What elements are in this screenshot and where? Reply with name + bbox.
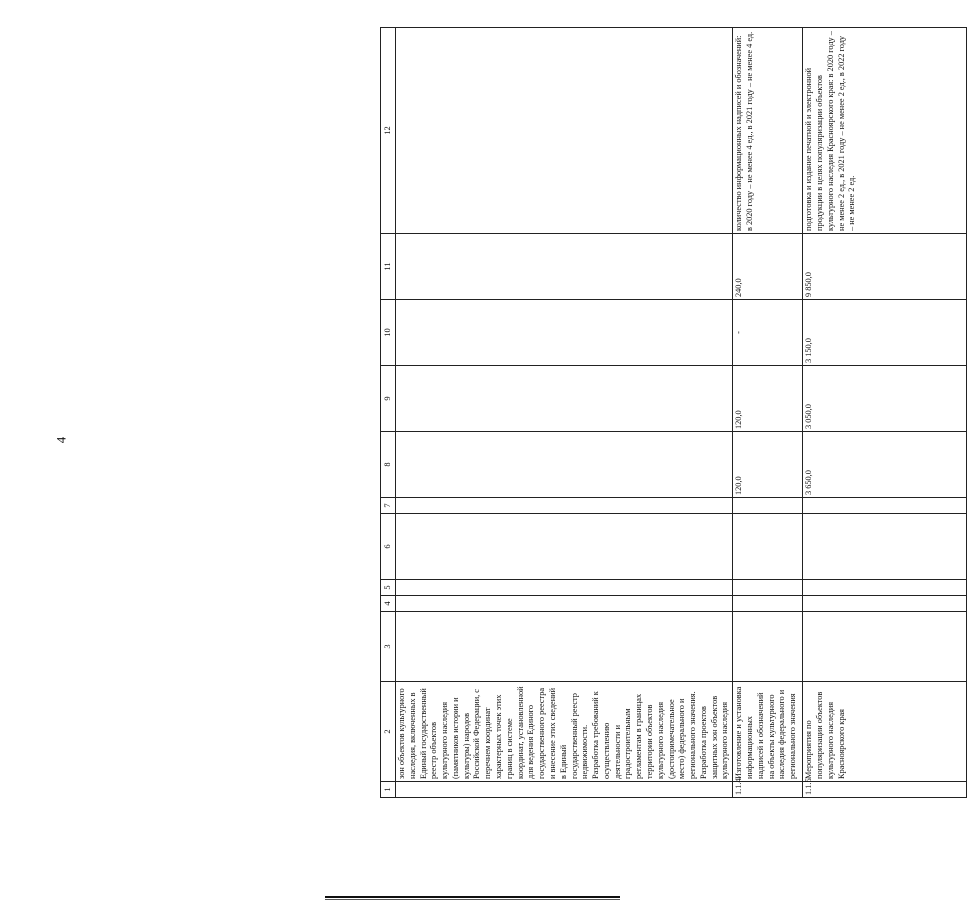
value-col-9: 3 050,0 [803,366,967,432]
header-row [381,28,396,798]
row-description: зон объектов культурного наследия, включенных в Единый государственный реестр объектов культурного наследия (памятников истории и культуры) народов Российской Федерации, с перечнем координат характерных точек этих границ в системе координат, установленной для ведения Единого государственного реестра и внесение этих сведений в Единый государственный реестр недвижимости. Разработка требований к осуществлению деятельности и градостроительным регламентам в границах территории объектов культурного наследия (достопримечательное место) федерального и регионального значения. Разработка проектов защитных зон объектов культурного наследия [396,682,733,782]
bottom-rule-shadow [325,899,620,900]
col-header-6: 6 [381,514,396,580]
program-table [380,27,967,798]
row-result: подготовка и издание печатной и электронной продукции в целях популяризации объектов культурного наследия Красноярского края: в 2020 году – не менее 2 ед., в 2021 году – не менее 2 ед., в 2022 году – не менее 2 ед. [803,28,967,234]
row-result [396,28,733,234]
rotated-table-container [380,28,920,798]
table-row [733,28,803,798]
col-header-12: 12 [381,28,396,234]
page-number: 4 [53,436,69,444]
bottom-rule [325,896,620,898]
row-description: Изготовление и установка информационных надписей и обозначений на объекты культурного наследия федерального и регионального значения [733,682,803,782]
value-col-8: 3 650,0 [803,432,967,498]
row-number: 1.1.5 [803,782,967,798]
table-row [396,28,733,798]
table-row [803,28,967,798]
row-number: 1.1.4 [733,782,803,798]
col-header-8: 8 [381,432,396,498]
value-col-9 [396,366,733,432]
row-result: количество информационных надписей и обозначений: в 2020 году – не менее 4 ед., в 2021 году – не менее 4 ед. [733,28,803,234]
col-header-4: 4 [381,596,396,612]
value-col-9: 120,0 [733,366,803,432]
value-col-10: - [733,300,803,366]
col-header-5: 5 [381,580,396,596]
col-header-11: 11 [381,234,396,300]
value-col-8 [396,432,733,498]
col-header-9: 9 [381,366,396,432]
value-col-11 [396,234,733,300]
row-number [396,782,733,798]
col-header-7: 7 [381,498,396,514]
col-header-2: 2 [381,682,396,782]
row-description: Мероприятия по популяризации объектов культурного наследия Красноярского края [803,682,967,782]
value-col-10: 3 150,0 [803,300,967,366]
col-header-1: 1 [381,782,396,798]
value-col-11: 240,0 [733,234,803,300]
col-header-3: 3 [381,612,396,682]
value-col-8: 120,0 [733,432,803,498]
value-col-11: 9 850,0 [803,234,967,300]
col-header-10: 10 [381,300,396,366]
value-col-10 [396,300,733,366]
